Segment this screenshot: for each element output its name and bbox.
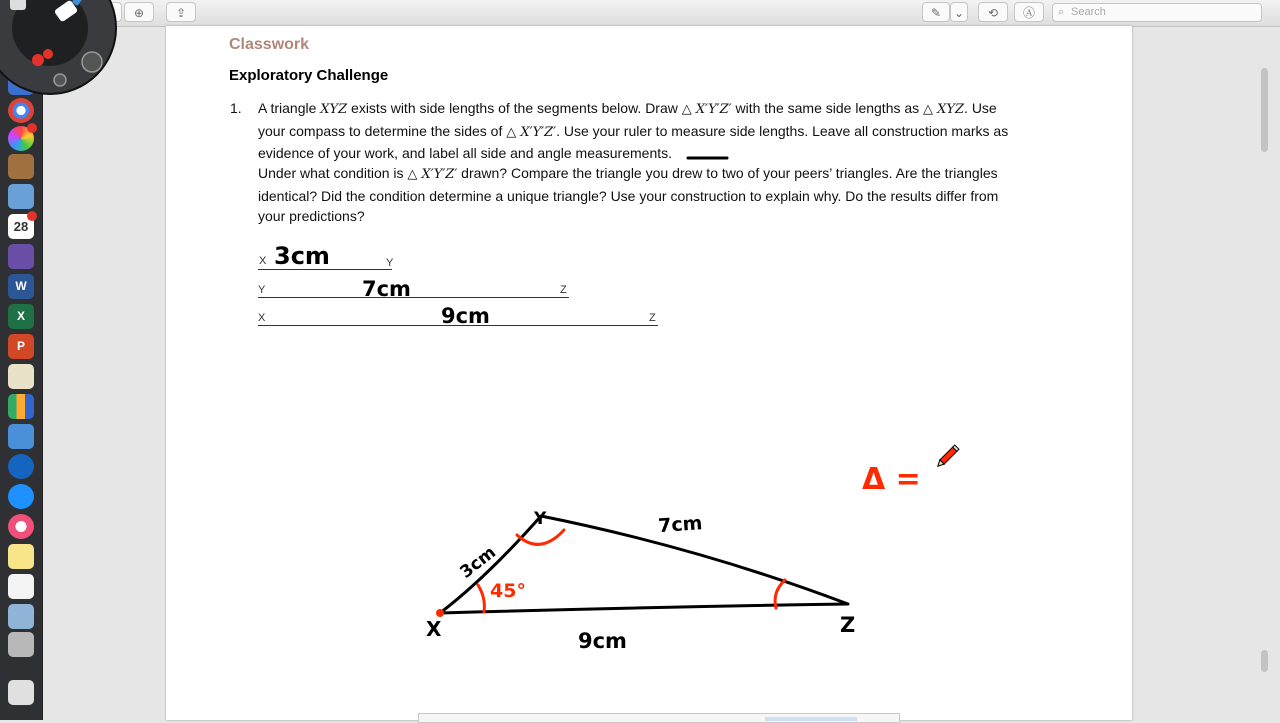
segment-xz-line: [258, 325, 658, 326]
zoom-in-icon: ⊕: [133, 6, 145, 20]
powerpoint-icon[interactable]: P: [8, 334, 34, 359]
p2-math-a: △ X′Y′Z′: [407, 167, 458, 182]
segment-xy-line: [258, 269, 392, 270]
segment-xz-start-label: X: [258, 312, 266, 324]
pen-icon: ✎: [930, 6, 942, 20]
palette-undo-icon[interactable]: [82, 52, 102, 72]
quicktime-icon[interactable]: [8, 454, 34, 479]
search-field[interactable]: [1052, 3, 1262, 22]
word-icon[interactable]: W: [8, 274, 34, 299]
p2-text-b: drawn? Compare the triangle you drew to two of your peers’ triangles. Are the triangles identical? Did the condition determine a unique triangle? Use your construction to explain why. Do the results differ from your predictions?: [258, 165, 999, 224]
ink-label-7cm: 7cm: [362, 277, 411, 301]
pen-tool-palette[interactable]: [0, 0, 118, 96]
calendar-badge: [27, 211, 37, 221]
excel-icon[interactable]: X: [8, 304, 34, 329]
p1-math-a: XYZ: [320, 102, 348, 117]
segment-yz-end-label: Z: [560, 284, 567, 296]
notification-badge: [27, 123, 37, 133]
bottom-panel: [418, 713, 900, 723]
ink-side-3cm: 3cm: [456, 542, 500, 583]
p1-text-d: . Use your compass to determine the sides of: [258, 100, 997, 139]
itunes-icon[interactable]: [8, 514, 34, 539]
image-capture-icon[interactable]: [8, 604, 34, 629]
markup-dropdown-button[interactable]: [950, 2, 968, 22]
calculator-icon[interactable]: [8, 632, 34, 657]
ink-vertex-z: Z: [840, 613, 856, 637]
numbers-icon[interactable]: [8, 394, 34, 419]
question-paragraph: [258, 163, 1018, 227]
messages-icon[interactable]: [8, 484, 34, 509]
share-button[interactable]: [166, 2, 196, 22]
markup-icon: Ⓐ: [1022, 6, 1035, 20]
instruction-paragraph: [258, 98, 1018, 164]
rotate-button[interactable]: [978, 2, 1008, 22]
vertical-scrollbar[interactable]: [1258, 60, 1272, 680]
palette-menu-icon[interactable]: [54, 74, 66, 86]
scroll-thumb[interactable]: [1261, 68, 1268, 152]
ink-vertex-y: Y: [534, 509, 547, 529]
downloads-stack-icon[interactable]: [8, 680, 34, 705]
rotate-icon: ⟲: [987, 6, 999, 20]
ink-side-7cm: 7cm: [657, 512, 704, 538]
markup-toolbar-button[interactable]: [1014, 2, 1044, 22]
ink-delta-equals: Δ =: [862, 462, 921, 497]
p1-math-d: △ X′Y′Z′: [506, 124, 557, 140]
reminders-icon[interactable]: [8, 574, 34, 599]
ink-label-9cm: 9cm: [441, 304, 490, 328]
p1-text-c: with the same side lengths as: [731, 100, 924, 116]
palette-pen-icon[interactable]: [10, 0, 26, 10]
calendar-icon[interactable]: 28: [8, 214, 34, 239]
p1-math-c: △ XYZ: [923, 102, 965, 117]
ink-label-3cm: 3cm: [274, 242, 330, 270]
p1-math-b: △ X′Y′Z′: [681, 102, 732, 117]
preview-icon[interactable]: [8, 184, 34, 209]
segment-xy-start-label: X: [259, 255, 267, 267]
p1-text-a: A triangle: [258, 100, 321, 116]
bottom-panel-highlight: [765, 717, 857, 721]
stickies-icon[interactable]: [8, 544, 34, 569]
app-toolbar: [0, 0, 1280, 27]
chrome-icon[interactable]: [8, 98, 34, 123]
section-title: Classwork: [229, 36, 310, 53]
textedit-icon[interactable]: [8, 364, 34, 389]
keynote-icon[interactable]: [8, 424, 34, 449]
app-dock: [0, 26, 43, 720]
scroll-thumb-secondary[interactable]: [1261, 650, 1268, 672]
ink-side-9cm: 9cm: [578, 629, 627, 653]
share-icon: ⇪: [175, 6, 187, 20]
screenshot-icon[interactable]: [8, 244, 34, 269]
segment-xy-end-label: Y: [386, 257, 394, 269]
zoom-in-button[interactable]: [124, 2, 154, 22]
segment-yz-line: [258, 297, 569, 298]
p2-text-a: Under what condition is: [258, 165, 408, 181]
notes-app-icon[interactable]: [8, 154, 34, 179]
segment-xz-end-label: Z: [649, 312, 656, 324]
search-icon: ⌕: [1058, 6, 1065, 18]
markup-pen-button[interactable]: [922, 2, 950, 22]
p1-text-b: exists with side lengths of the segments below. Draw: [347, 100, 682, 116]
segment-yz-start-label: Y: [258, 284, 266, 296]
photos-icon[interactable]: [8, 126, 34, 151]
subheading: Exploratory Challenge: [229, 67, 389, 84]
ink-angle-45: 45°: [490, 580, 526, 602]
ink-vertex-x: X: [426, 617, 442, 641]
p1-text-e: . Use your ruler to measure side lengths. Leave all construction marks as evidence of your work, and label all side and angle measurements.: [258, 122, 1009, 161]
search-input[interactable]: [1071, 6, 1251, 18]
chevron-down-icon: ⌄: [953, 6, 965, 20]
item-number: 1.: [230, 100, 242, 116]
